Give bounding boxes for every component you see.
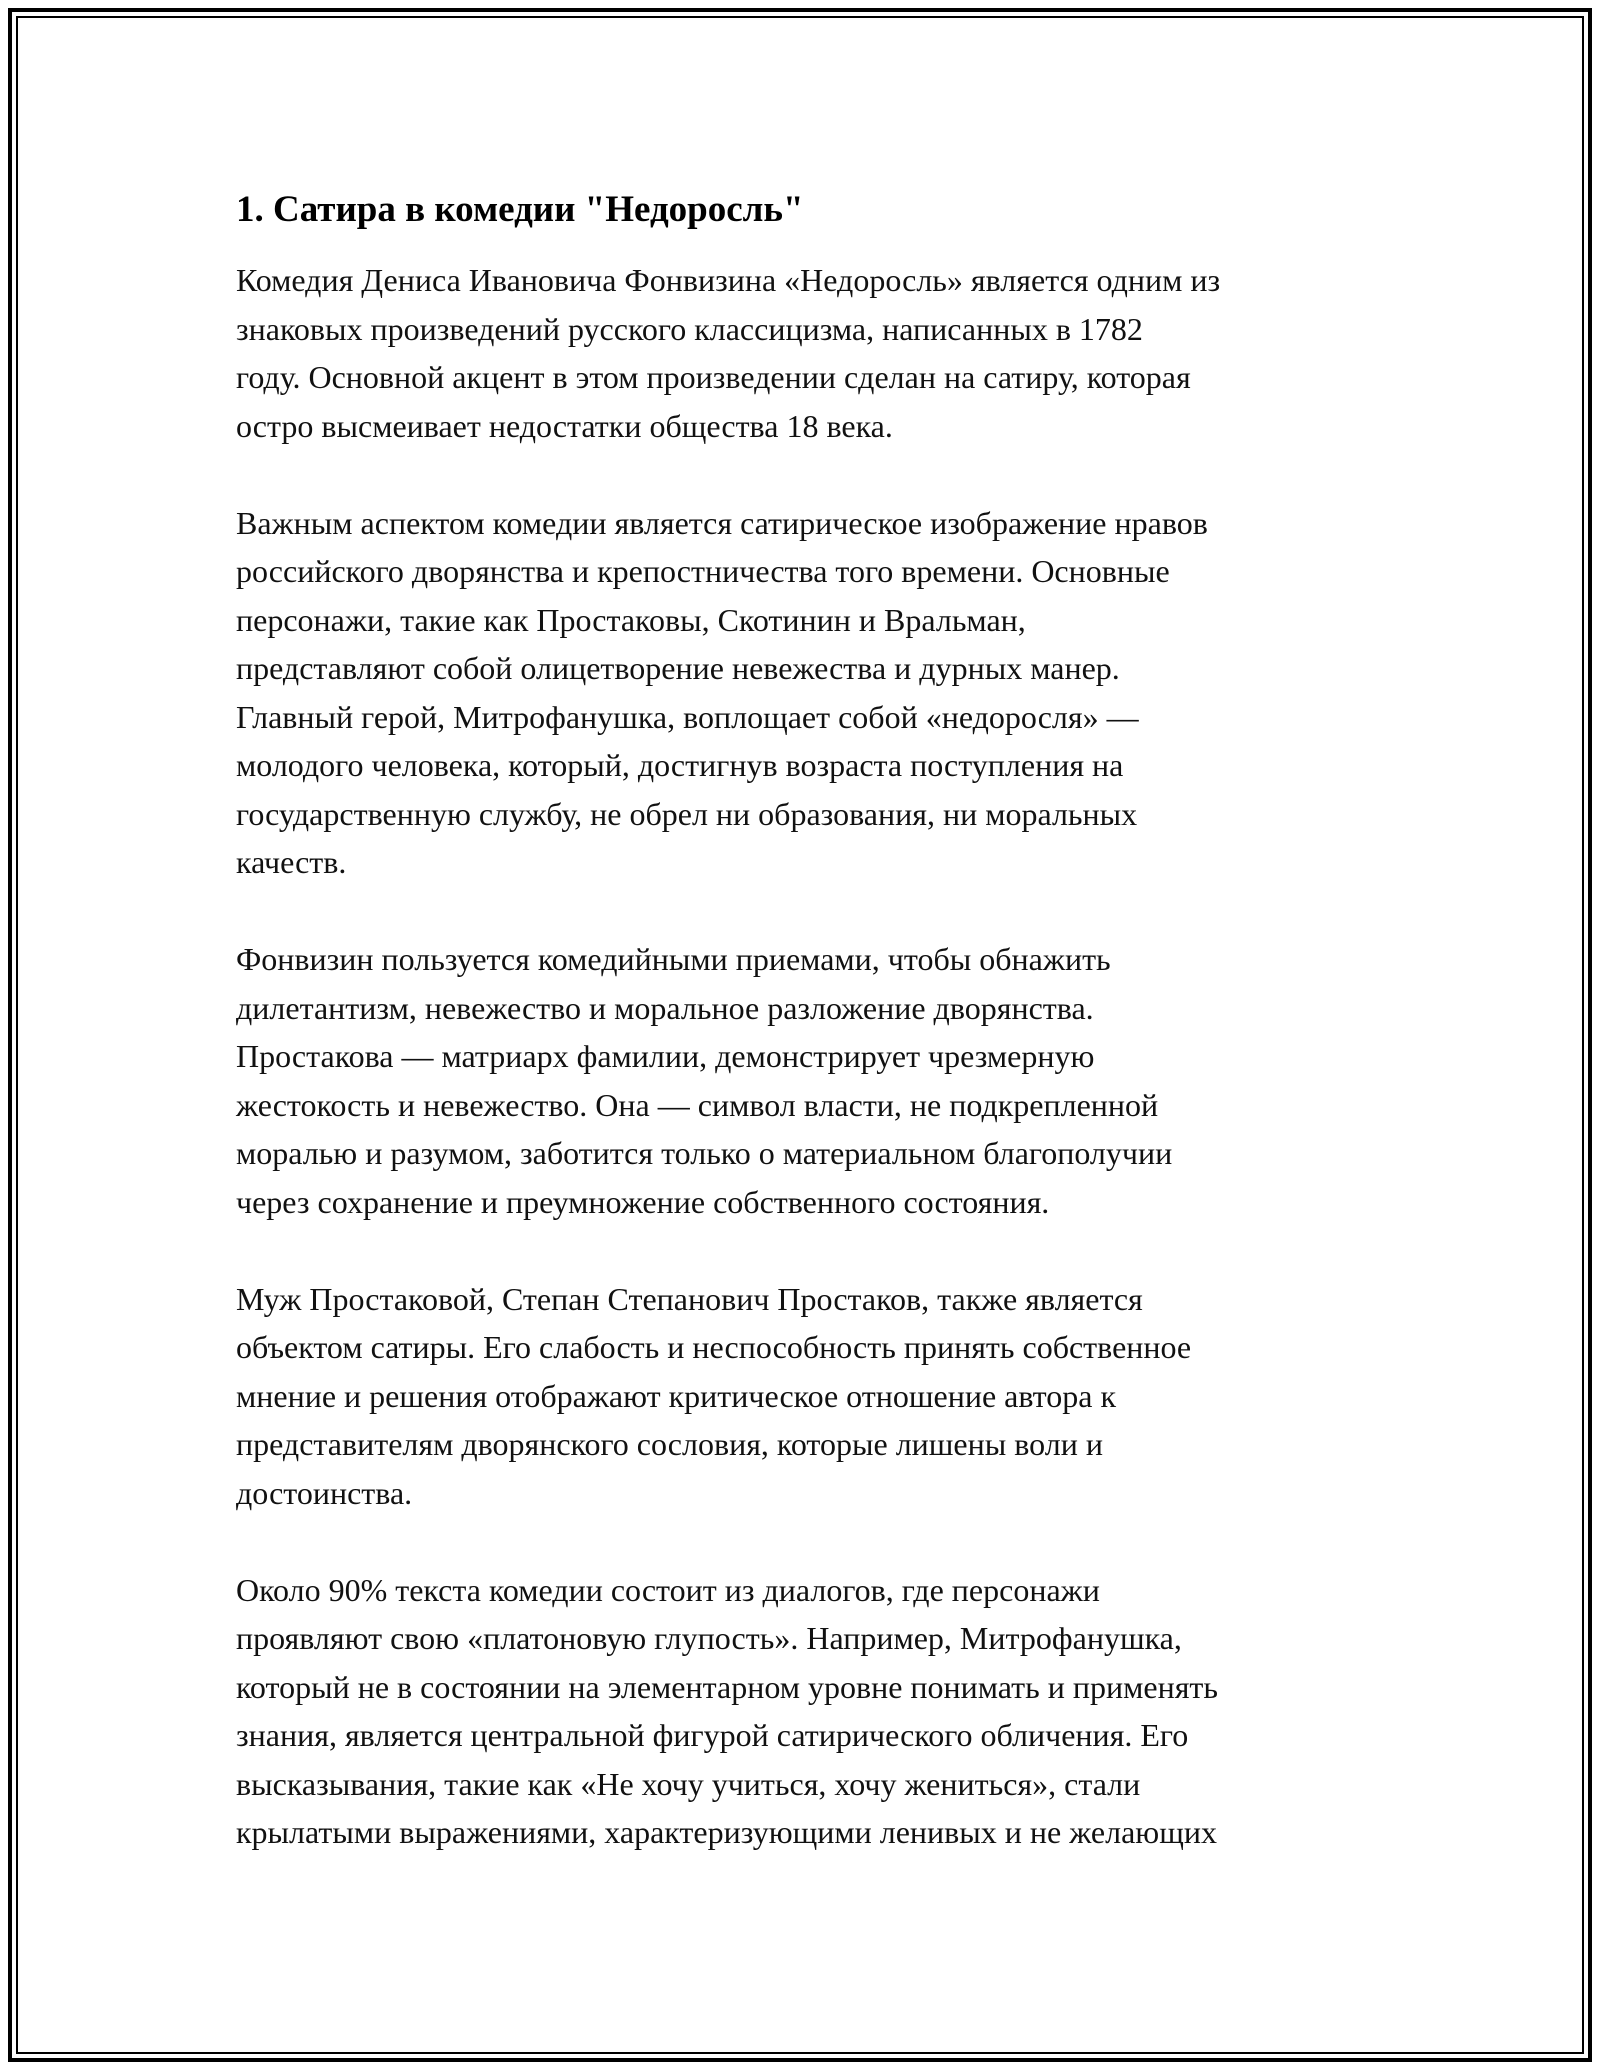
paragraph-prostakova: Фонвизин пользуется комедийными приемами, чтобы обнажить дилетантизм, невежество и моральное разложение дворянства. Простакова — матриарх фамилии, демонстрирует чрезмерную жестокость и невежество. Она — символ власти, не подкрепленной моралью и разумом, заботится только о материальном благополучии через сохранение и преумножение собственного состояния. [236, 941, 1173, 1220]
document-body [236, 186, 1376, 1905]
paragraph-intro: Комедия Дениса Ивановича Фонвизина «Недоросль» является одним из знаковых произведений русского классицизма, написанных в 1782 году. Основной акцент в этом произведении сделан на сатиру, которая остро высмеивает недостатки общества 18 века. [236, 262, 1221, 444]
paragraph-nobility: Важным аспектом комедии является сатирическое изображение нравов российского дворянства и крепостничества того времени. Основные персонажи, такие как Простаковы, Скотинин и Вральман, представляют собой олицетворение невежества и дурных манер. Главный герой, Митрофанушка, воплощает собой «недоросля» — молодого человека, который, достигнув возраста поступления на государственную службу, не обрел ни образования, ни моральных качеств. [236, 504, 1208, 880]
paragraph-prostakov: Муж Простаковой, Степан Степанович Простаков, также является объектом сатиры. Его слабость и неспособность принять собственное мнение и решения отображают критическое отношение автора к представителям дворянского сословия, которые лишены воли и достоинства. [236, 1280, 1192, 1511]
paragraph-dialogues: Около 90% текста комедии состоит из диалогов, где персонажи проявляют свою «платоновую глупость». Например, Митрофанушка, который не в состоянии на элементарном уровне понимать и применять знания, является центральной фигурой сатирического обличения. Его высказывания, такие как «Не хочу учиться, хочу жениться», стали крылатыми выражениями, характеризующими ленивых и не желающих [236, 1571, 1218, 1850]
section-heading: 1. Сатира в комедии "Недоросль" [236, 189, 804, 230]
